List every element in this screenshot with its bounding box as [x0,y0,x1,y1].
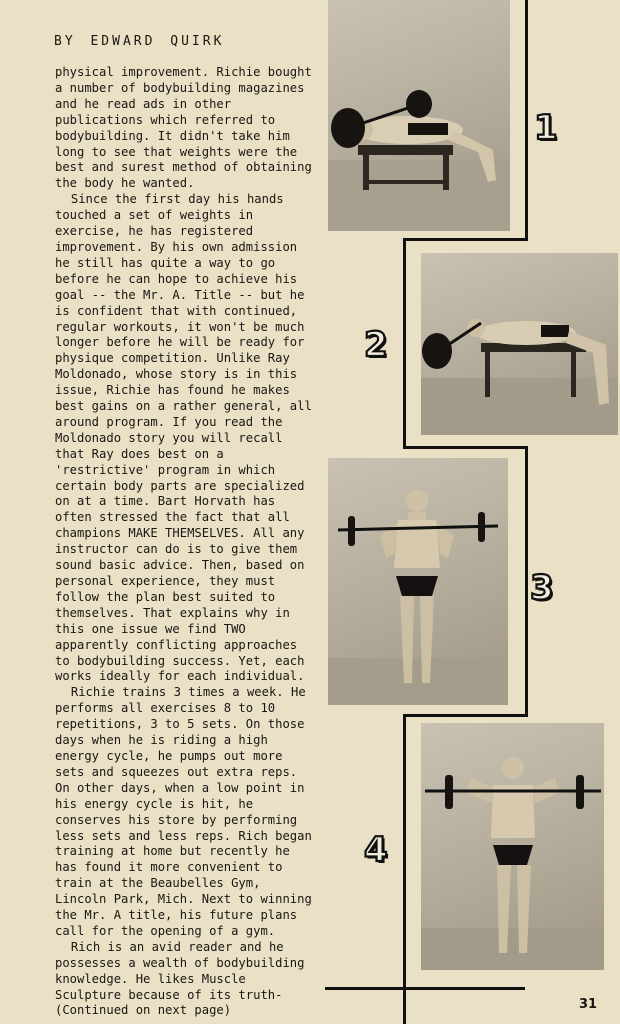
article-text [55,65,313,1019]
article-paragraph-1: physical improvement. Richie bought a number of bodybuilding magazines and he read ads in other publications which referred to bodybuilding. It didn't take him long to see that weights were the best and surest method of obtaining the body he wanted. [55,65,312,191]
exercise-photo-3 [328,458,508,705]
article-paragraph-3: Richie trains 3 times a week. He performs all exercises 8 to 10 repetitions, 3 to 5 sets. On those days when he is riding a high energy cycle, he pumps out more sets and squeezes out extra reps. On other days, when a low point in his energy cycle is hit, he conserves his store by performing less sets and less reps. Rich began training at home but recently he has found it more convenient to train at the Beaubelles Gym, Lincoln Park, Mich. Next to winning the Mr. A title, his future plans call for the opening of a gym. [55,685,312,938]
photo-label-2: 2 [364,325,388,365]
divider-line-2-vertical [403,238,406,448]
byline: BY EDWARD QUIRK [54,34,225,49]
divider-line-2-horizontal [403,446,528,449]
divider-line-1-horizontal [403,238,528,241]
divider-line-3-vertical [525,446,528,716]
photo-label-3: 3 [530,568,554,608]
exercise-photo-1 [328,0,510,231]
exercise-photo-2 [421,253,618,435]
bottom-rule [325,987,525,990]
article-paragraph-2: Since the first day his hands touched a set of weights in exercise, he has registered improvement. By his own admission he still has quite a way to go before he can hope to achieve his goal -- the Mr. A. Title -- but he is confident that with continued, regular workouts, it won't be much longer before he will be ready for physique competition. Unlike Ray Moldonado, whose story is in this issue, Richie has found he makes best gains on a rather general, all around program. If you read the Moldonado story you will recall that Ray does best on a 'restrictive' program in which certain body parts are specialized on at a time. Bart Horvath has often stressed the fact that all champions MAKE THEMSELVES. All any instructor can do is to give them sound basic advice. Then, based on personal experience, they must follow the plan best suited to themselves. That explains why in this one issue we find TWO apparently conflicting approaches to bodybuilding success. Yet, each works ideally for each individual. [55,192,312,684]
divider-line-1-vertical [525,0,528,240]
photo-label-1: 1 [534,108,558,148]
exercise-photo-4 [421,723,604,970]
divider-line-4-vertical [403,714,406,1024]
article-paragraph-4: Rich is an avid reader and he possesses a wealth of bodybuilding knowledge. He likes Muscle Sculpture because of its truth- (Continued on next page) [55,939,305,1018]
photo-label-4: 4 [364,830,388,870]
page-number: 31 [579,997,598,1012]
divider-line-3-horizontal [403,714,528,717]
